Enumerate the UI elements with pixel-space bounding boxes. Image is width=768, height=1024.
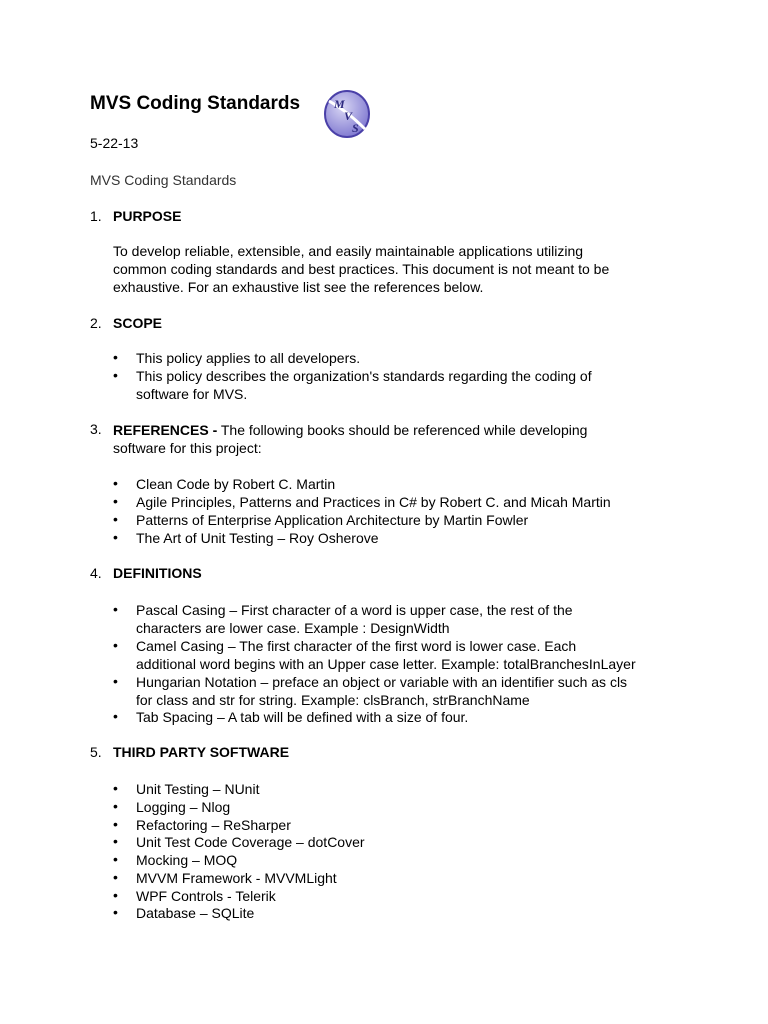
svg-text:S: S — [352, 121, 359, 135]
purpose-line: exhaustive. For an exhaustive list see the references below. — [113, 279, 484, 295]
bullet-icon: • — [113, 851, 118, 867]
bullet-icon: • — [113, 816, 118, 832]
doc-subtitle: MVS Coding Standards — [90, 172, 237, 188]
section-number: 3. — [90, 421, 102, 437]
purpose-line: common coding standards and best practices. This document is not meant to be — [113, 261, 610, 277]
section-heading-purpose: PURPOSE — [113, 208, 182, 224]
section-number: 5. — [90, 744, 102, 760]
svg-text:M: M — [334, 97, 345, 111]
document-page: MVS Coding Standards M V S 5-22-13 MVS Coding Standards 1. PURPOSE To develop reliable, extensible, and easily maintainable applications utilizing common coding standards and best practices. This document is not meant to be exhaustive. For an exhaustive list see the references below. 2. SCOPE • This policy applies to all developers. • This policy describes the organization's standards regarding the coding of software for MVS. 3. REFERENCES - The following books should be referenced while developing software for this project: • Clean Code by Robert C. Martin • Agile Principles, Patterns and Practices in C# by Robert C. and Micah Martin • Patterns of Enterprise Application Architecture by Martin Fowler • The Art of Unit Testing – Roy Osherove 4. DEFINITIONS • Pascal Casing – First character of a word is upper case, the rest of the characters are lower case. Example : DesignWidth • Camel Casing – The first character of the first word is lower case. Each additional word begins with an Upper case letter. Example: totalBranchesInLayer • Hungarian Notation – preface an object or variable with an identifier such as cls for class and str for string. Example: clsBranch, strBranchName • Tab Spacing – A tab will be defined with a size of four. 5. THIRD PARTY SOFTWARE • Unit Testing – NUnit • Logging – Nlog • Refactoring – ReSharper • Unit Test Code Coverage – dotCover • Mocking – MOQ • MVVM Framework - MVVMLight • WPF Controls - Telerik • Database – SQLite — [0, 0, 768, 1024]
bullet-icon: • — [113, 780, 118, 796]
doc-title: MVS Coding Standards — [90, 93, 301, 114]
bullet-icon: • — [113, 601, 118, 617]
bullet-icon: • — [113, 529, 118, 545]
bullet-icon: • — [113, 904, 118, 920]
bullet-icon: • — [113, 708, 118, 724]
bullet-icon: • — [113, 367, 118, 383]
section-heading-scope: SCOPE — [113, 315, 163, 331]
bullet-icon: • — [113, 637, 118, 653]
section-heading-definitions: DEFINITIONS — [113, 565, 202, 581]
bullet-icon: • — [113, 833, 118, 849]
section-heading-third-party: THIRD PARTY SOFTWARE — [113, 744, 290, 760]
section-number: 2. — [90, 315, 102, 331]
doc-date: 5-22-13 — [90, 135, 139, 151]
bullet-icon: • — [113, 887, 118, 903]
section-number: 1. — [90, 208, 102, 224]
bullet-icon: • — [113, 493, 118, 509]
section-heading-references: REFERENCES - — [113, 422, 218, 438]
purpose-line: To develop reliable, extensible, and easily maintainable applications utilizing — [113, 243, 584, 259]
mvs-logo — [323, 89, 371, 139]
section-number: 4. — [90, 565, 102, 581]
references-intro-line: software for this project: — [113, 440, 262, 456]
bullet-icon: • — [113, 511, 118, 527]
bullet-icon: • — [113, 475, 118, 491]
svg-text:V: V — [344, 109, 353, 123]
bullet-icon: • — [113, 869, 118, 885]
bullet-icon: • — [113, 673, 118, 689]
bullet-icon: • — [113, 798, 118, 814]
bullet-icon: • — [113, 349, 118, 365]
references-intro: REFERENCES - The following books should be referenced while developing — [113, 422, 588, 438]
